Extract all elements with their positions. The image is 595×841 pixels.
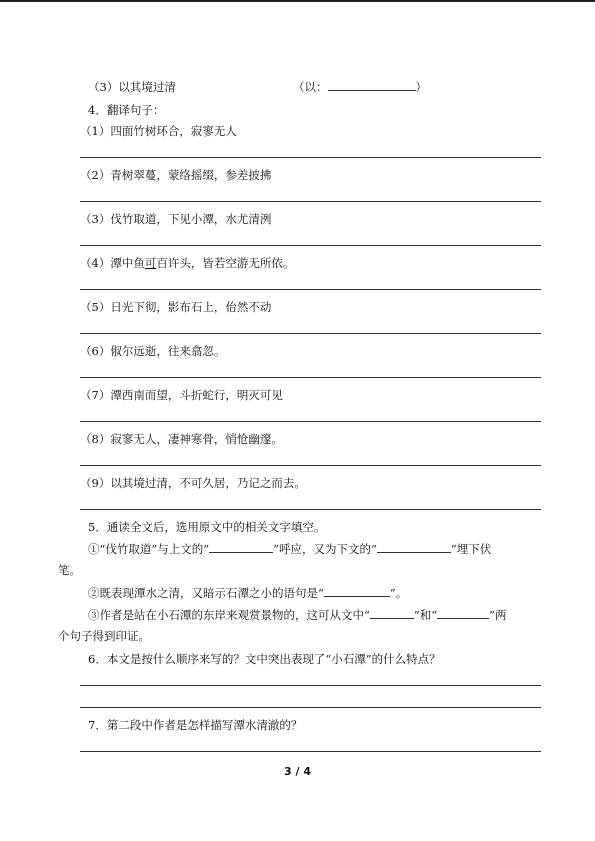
- q4-item-4-rest: 百许头，皆若空游无所依。: [156, 256, 295, 270]
- answer-line[interactable]: [80, 333, 541, 334]
- answer-line[interactable]: [80, 245, 541, 246]
- q6-question: 6．本文是按什么顺序来写的？文中突出表现了“小石潭”的什么特点？: [88, 652, 441, 666]
- q5-part-2-text-b: ”。: [389, 586, 408, 600]
- answer-line[interactable]: [80, 685, 541, 686]
- q4-item-9: （9）以其境过清，不可久居，乃记之而去。: [80, 476, 306, 490]
- q3-hint-close: ）: [415, 80, 427, 94]
- answer-line[interactable]: [80, 465, 541, 466]
- answer-line[interactable]: [80, 509, 541, 510]
- answer-line[interactable]: [80, 751, 541, 752]
- q3-hint-open: （以：: [293, 80, 328, 94]
- q4-item-5: （5）日光下彻，影布石上，佁然不动: [80, 300, 272, 314]
- q5-part-3-continued: 个句子得到印证。: [58, 629, 150, 643]
- q4-item-4: [80, 256, 294, 270]
- q5-part-2: [88, 586, 407, 600]
- q4-item-2: （2）青树翠蔓，蒙络摇缀，参差披拂: [80, 168, 272, 182]
- q5-blank-5[interactable]: [437, 608, 489, 619]
- q5-part-1-text-a: ①“伐竹取道”与上文的“: [88, 542, 210, 556]
- answer-line[interactable]: [80, 289, 541, 290]
- q5-blank-1[interactable]: [209, 542, 273, 553]
- q3-item-3-text: （3）以其境过清: [88, 80, 176, 94]
- q5-blank-4[interactable]: [370, 608, 414, 619]
- answer-line[interactable]: [80, 707, 541, 708]
- q5-part-2-text-a: ②既表现潭水之清，又暗示石潭之小的语句是“: [88, 586, 324, 600]
- q5-part-1-continued: 笔。: [58, 563, 81, 577]
- q4-heading: 4．翻译句子：: [88, 103, 165, 117]
- page-number: 3 / 4: [284, 765, 311, 778]
- answer-line[interactable]: [80, 377, 541, 378]
- q7-question: 7．第二段中作者是怎样描写潭水清澈的？: [88, 718, 303, 732]
- q3-item-3: [88, 80, 176, 94]
- q4-item-8: （8）寂寥无人，凄神寒骨，悄怆幽邃。: [80, 432, 283, 446]
- q3-answer-blank[interactable]: [328, 80, 416, 91]
- q5-part-1-text-b: ”呼应，又为下文的“: [273, 542, 377, 556]
- q5-part-3: [88, 608, 507, 622]
- q3-item-3-hint: [293, 80, 427, 94]
- q5-heading: 5．通读全文后，选用原文中的相关文字填空。: [88, 520, 326, 534]
- q4-item-7: （7）潭西南而望，斗折蛇行，明灭可见: [80, 388, 283, 402]
- q5-part-1-text-c: ”埋下伏: [450, 542, 492, 556]
- q4-item-4-start: （4）潭中鱼: [80, 256, 145, 270]
- q5-blank-2[interactable]: [377, 542, 451, 553]
- q5-part-3-text-a: ③作者是站在小石潭的东岸来观赏景物的，这可从文中“: [88, 608, 370, 622]
- q5-blank-3[interactable]: [324, 586, 390, 597]
- answer-line[interactable]: [80, 157, 541, 158]
- top-border: [0, 0, 595, 2]
- answer-line[interactable]: [80, 421, 541, 422]
- q5-part-3-text-b: ”和“: [413, 608, 438, 622]
- answer-line[interactable]: [80, 201, 541, 202]
- q4-item-1: （1）四面竹树环合，寂寥无人: [80, 124, 237, 138]
- q5-part-1: [88, 542, 491, 556]
- q4-item-6: （6）俶尔远逝，往来翕忽。: [80, 344, 226, 358]
- q4-item-4-underlined: 可: [144, 256, 157, 270]
- q4-item-3: （3）伐竹取道，下见小潭，水尤清洌: [80, 212, 272, 226]
- q5-part-3-text-c: ”两: [489, 608, 507, 622]
